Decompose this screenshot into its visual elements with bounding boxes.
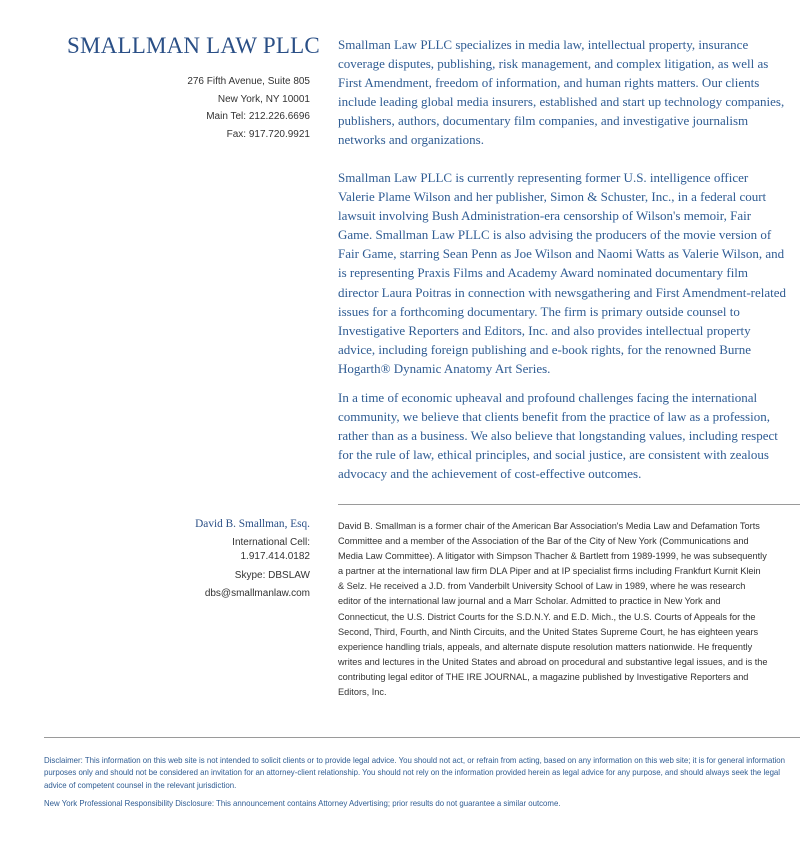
cell-label: International Cell: [232,537,310,549]
intro-paragraph-3 [338,388,788,483]
ny-disclosure-text: New York Professional Responsibility Disclosure: This announcement contains Attorney Advertising; prior results do not guarantee a similar outcome. [44,799,561,808]
attorney-contact [195,517,310,601]
attorney-name: David B. Smallman, Esq. [195,518,310,530]
attorney-bio: David B. Smallman is a former chair of the American Bar Association's Media Law and Defamation Torts Committee and a member of the Association of the Bar of the City of New York (Communications and Media Law Committee). A litigator with Simpson Thacher & Bartlett from 1989-1999, he was subsequently a partner at the international law firm DLA Piper and at IP specialist firms including Frankfurt Kurnit Klein & Selz. He received a J.D. from Vanderbilt University School of Law in 1989, where he was research editor of the international law journal and a Marr Scholar. Admitted to practice in New York and Connecticut, the U.S. District Courts for the S.D.N.Y. and E.D. Mich., the U.S. Courts of Appeals for the Second, Third, Fourth, and Ninth Circuits, and the United States Supreme Court, he has eighteen years experience handling trials, appeals, and alternate dispute resolution matters nationwide. He frequently writes and lectures in the United States and abroad on procedural and substantive legal issues, and is the contributing legal editor of THE IRE JOURNAL, a magazine published by Investigative Reporters and Editors, Inc. [338,521,768,698]
firm-name: SMALLMAN LAW PLLC [67,33,320,58]
section-divider [338,504,800,505]
intro-paragraph-2 [338,168,788,378]
address-street: 276 Fifth Avenue, Suite 805 [187,76,310,87]
intro-text-2: Smallman Law PLLC is currently representing former U.S. intelligence officer Valerie Plame Wilson and her publisher, Simon & Schuster, Inc., in a federal court lawsuit involving Bush Administration-era censorship of Wilson's memoir, Fair Game. Smallman Law PLLC is also advising the producers of the movie version of Fair Game, starring Sean Penn as Joe Wilson and Naomi Watts as Valerie Wilson, and is representing Praxis Films and Academy Award nominated documentary film director Laura Poitras in connection with newsgathering and First Amendment-related issues for a forthcoming documentary. The firm is primary outside counsel to Investigative Reporters and Editors, Inc. and also provides intellectual property advice, including foreign publishing and e-book rights, for the renowned Burne Hogarth® Dynamic Anatomy Art Series. [338,170,787,376]
email-link[interactable]: dbs@smallmanlaw.com [204,587,310,599]
address-city: New York, NY 10001 [217,93,310,105]
cell-number: 1.917.414.0182 [240,551,310,563]
footer-divider [44,737,800,738]
intro-text-3: In a time of economic upheaval and profound challenges facing the international community, we believe that clients benefit from the practice of law as a profession, rather than as a business. We also believe that longstanding values, including respect for the rule of law, ethical principles, and social justice, are consistent with zealous advocacy and the achievement of cost-effective outcomes. [338,390,778,482]
intro-text-1: Smallman Law PLLC specializes in media law, intellectual property, insurance coverage disputes, publishing, risk management, and complex litigation, as well as First Amendment, freedom of information, and human rights matters. Our clients include leading global media insurers, established and start up technology companies, publishers, authors, documentary film companies, and investigative journalism networks and organizations. [338,37,785,148]
main-telephone: Main Tel: 212.226.6696 [206,111,310,123]
intro-paragraph-1 [338,35,788,150]
skype-handle: Skype: DBSLAW [234,569,310,581]
fax-number: Fax: 917.720.9921 [226,129,310,141]
disclaimer-text: Disclaimer: This information on this web site is not intended to solicit clients or to provide legal advice. You should not act, or refrain from acting, based on any information on this web site; it is for general information purposes only and should not be considered an invitation for an attorney-client relationship. You should not rely on the information provided herein as legal advice for any purpose, and should always seek the legal advice of competent counsel in the relevant jurisdiction. [44,756,786,790]
firm-address [187,73,310,144]
